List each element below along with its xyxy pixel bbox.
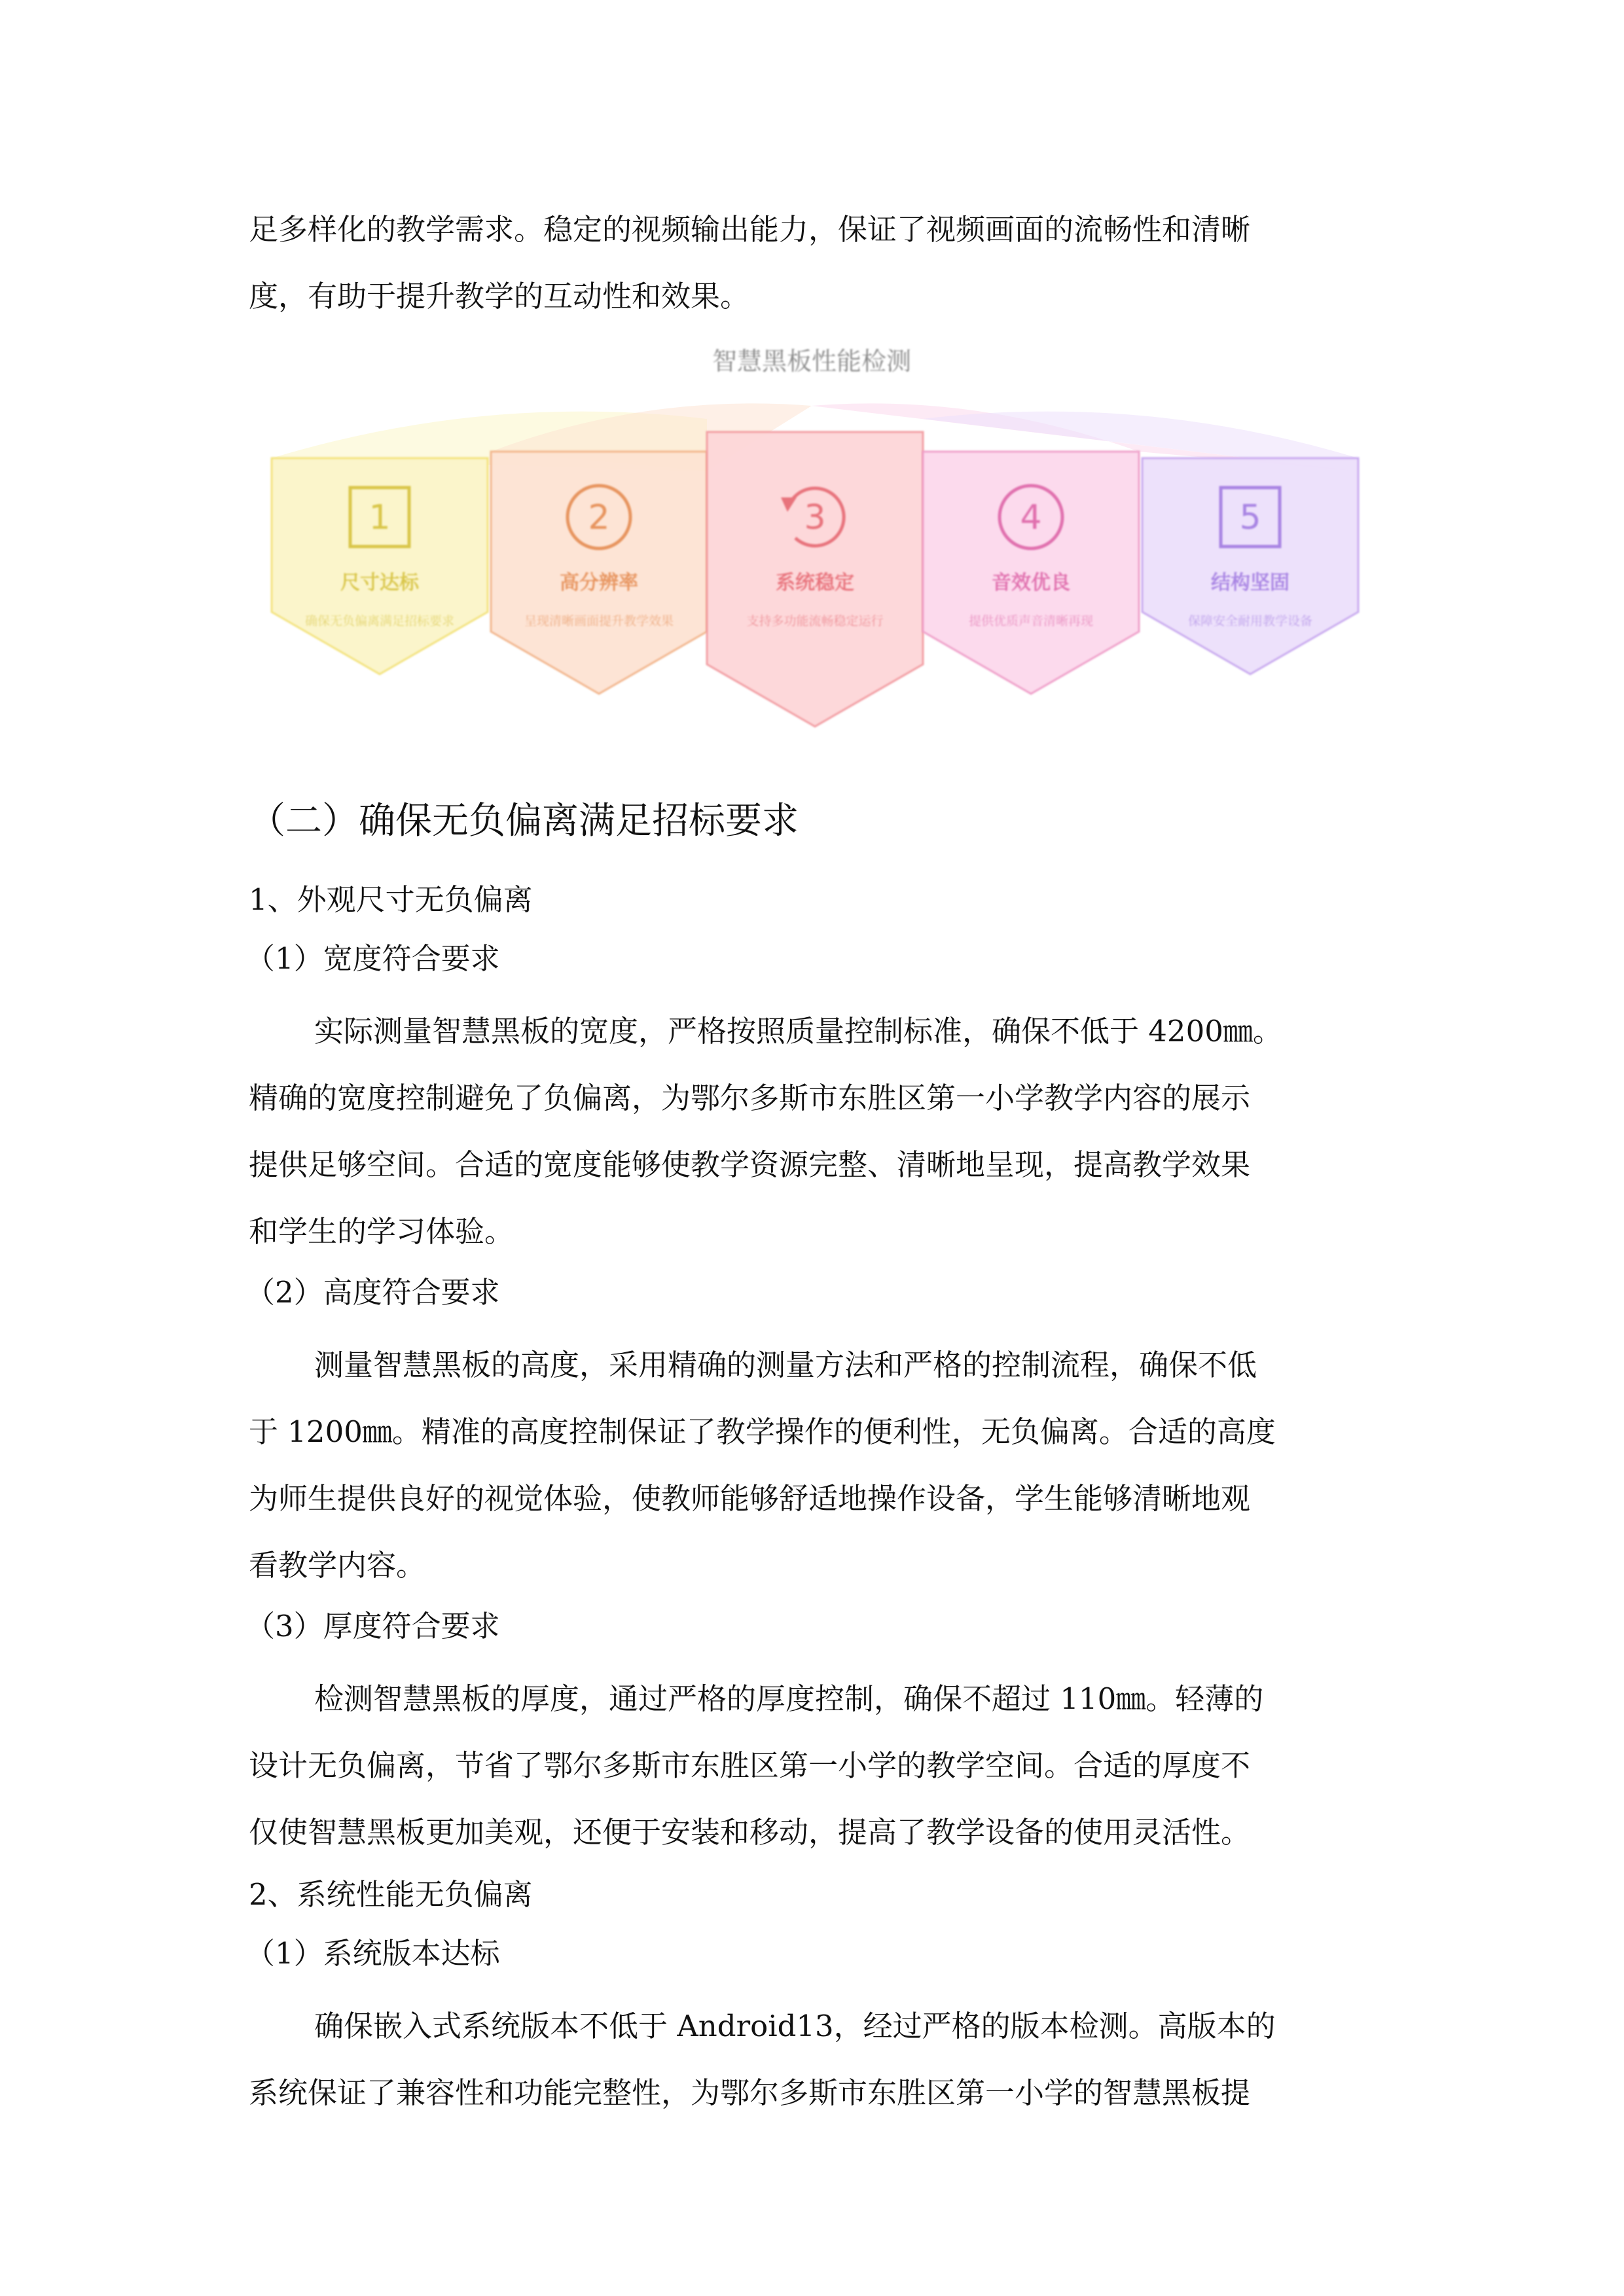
item-1-line-4: 和学生的学习体验。 — [249, 1214, 514, 1249]
step-label: 高分辨率 — [560, 571, 638, 594]
step-2 — [491, 452, 707, 694]
subsection-2-title: 2、系统性能无负偏离 — [249, 1877, 533, 1912]
figure-title: 智慧黑板性能检测 — [712, 347, 912, 376]
step-description: 确保无负偏离满足招标要求 — [304, 614, 455, 628]
step-panel — [1142, 458, 1358, 674]
step-label: 系统稳定 — [776, 571, 854, 594]
item-3-line-1: 检测智慧黑板的厚度，通过严格的厚度控制，确保不超过 110㎜。轻薄的 — [314, 1681, 1264, 1716]
performance-figure — [0, 0, 1624, 753]
step-label: 音效优良 — [992, 571, 1070, 594]
item-4-line-1: 确保嵌入式系统版本不低于 Android13，经过严格的版本检测。高版本的 — [314, 2009, 1276, 2043]
step-description: 呈现清晰画面提升教学效果 — [524, 614, 674, 628]
item-2-title: （2）高度符合要求 — [245, 1275, 500, 1310]
item-2-line-1: 测量智慧黑板的高度，采用精确的测量方法和严格的控制流程，确保不低 — [314, 1348, 1257, 1382]
step-description: 提供优质声音清晰再现 — [968, 614, 1094, 628]
step-number: 2 — [588, 498, 610, 537]
step-number: 3 — [804, 498, 826, 537]
item-3-line-3: 仅使智慧黑板更加美观，还便于安装和移动，提高了教学设备的使用灵活性。 — [249, 1815, 1251, 1850]
item-4-title: （1）系统版本达标 — [245, 1936, 500, 1971]
item-2-line-3: 为师生提供良好的视觉体验，使教师能够舒适地操作设备，学生能够清晰地观 — [249, 1481, 1251, 1516]
step-number: 4 — [1020, 498, 1042, 537]
step-number: 5 — [1239, 498, 1261, 537]
step-5 — [1142, 458, 1358, 674]
step-label: 结构坚固 — [1211, 571, 1290, 594]
subsection-1-title: 1、外观尺寸无负偏离 — [249, 882, 533, 917]
item-3-line-2: 设计无负偏离，节省了鄂尔多斯市东胜区第一小学的教学空间。合适的厚度不 — [249, 1748, 1251, 1783]
step-3 — [707, 432, 923, 726]
item-1-title: （1）宽度符合要求 — [245, 941, 500, 976]
intro-line-2: 度，有助于提升教学的互动性和效果。 — [249, 279, 750, 314]
step-1 — [272, 458, 488, 674]
step-description: 保障安全耐用教学设备 — [1187, 614, 1313, 628]
section-heading: （二）确保无负偏离满足招标要求 — [249, 800, 799, 842]
step-label: 尺寸达标 — [340, 571, 419, 594]
step-panel — [272, 458, 488, 674]
item-1-line-1: 实际测量智慧黑板的宽度，严格按照质量控制标准，确保不低于 4200㎜。 — [314, 1014, 1282, 1049]
item-1-line-2: 精确的宽度控制避免了负偏离，为鄂尔多斯市东胜区第一小学教学内容的展示 — [249, 1081, 1251, 1115]
step-4 — [923, 452, 1139, 694]
item-2-line-4: 看教学内容。 — [249, 1548, 426, 1583]
step-number: 1 — [369, 498, 391, 537]
item-1-line-3: 提供足够空间。合适的宽度能够使教学资源完整、清晰地呈现，提高教学效果 — [249, 1147, 1251, 1182]
item-3-title: （3）厚度符合要求 — [245, 1609, 500, 1643]
item-2-line-2: 于 1200㎜。精准的高度控制保证了教学操作的便利性，无负偏离。合适的高度 — [249, 1414, 1276, 1449]
intro-line-1: 足多样化的教学需求。稳定的视频输出能力，保证了视频画面的流畅性和清晰 — [249, 212, 1251, 247]
item-4-line-2: 系统保证了兼容性和功能完整性，为鄂尔多斯市东胜区第一小学的智慧黑板提 — [249, 2075, 1251, 2110]
step-description: 支持多功能流畅稳定运行 — [746, 614, 884, 628]
